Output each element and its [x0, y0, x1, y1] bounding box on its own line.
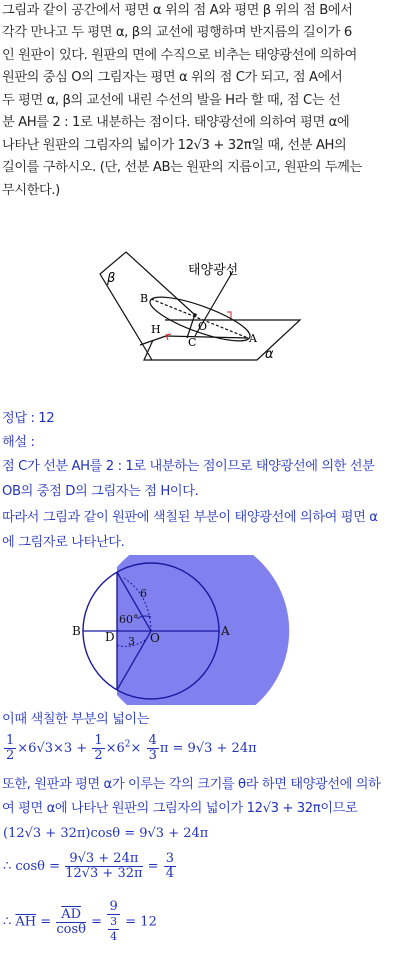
solution-line: OB의 중점 D의 그림자는 점 H이다.: [2, 484, 199, 499]
ah-value: = 12: [125, 914, 157, 930]
plane-beta: [100, 252, 195, 360]
problem-line: 길이를 구하시오. (단, 선분 AB는 원판의 지름이고, 원판의 두께는: [2, 160, 362, 175]
eq-sign: =: [91, 914, 102, 930]
area-term: ×6: [105, 741, 125, 756]
figure-disk: [0, 555, 400, 705]
area-term: ×6√3×3 +: [17, 741, 88, 756]
cos-equation: (12√3 + 32π)cosθ = 9√3 + 24π: [3, 826, 209, 841]
label-C: C: [188, 336, 197, 349]
label-H: H: [151, 323, 161, 336]
frac-num: 9√3 + 24π: [65, 852, 142, 867]
label-sunlight: 태양광선: [188, 263, 239, 278]
frac-num: 1: [94, 733, 103, 748]
area-equation: [3, 734, 257, 763]
solution-line: 이때 색칠한 부분의 넓이는: [2, 712, 150, 727]
label-beta: β: [107, 271, 116, 286]
problem-line: 원판의 중심 O의 그림자는 평면 α 위의 점 C가 되고, 점 A에서: [2, 70, 343, 85]
frac-num: 9: [107, 900, 120, 915]
area-result: π = 9√3 + 24π: [159, 741, 257, 756]
frac-den: 4: [110, 930, 118, 943]
ah-result: [3, 900, 157, 944]
label-O: O: [198, 320, 208, 333]
label-B2: B: [72, 624, 81, 638]
problem-line: 각각 만나고 두 평면 α, β의 교선에 평행하며 반지름의 길이가 6: [2, 25, 352, 40]
therefore: ∴: [3, 914, 12, 930]
label-three: 3: [128, 635, 135, 648]
segment-AH: $\overline{AH}$: [15, 914, 37, 930]
frac-den: 12√3 + 32π: [65, 866, 143, 881]
problem-line: 인 원판이 있다. 원판의 면에 수직으로 비추는 태양광선에 의하여: [2, 48, 357, 63]
frac-den: 2: [6, 748, 15, 763]
frac-num: 4: [148, 733, 157, 748]
frac-den: cosθ: [56, 921, 86, 937]
solution-line: 따라서 그림과 같이 원판에 색칠된 부분이 태양광선에 의하여 평면 α: [2, 510, 378, 525]
plane-alpha: [144, 320, 300, 360]
problem-line: 무시한다.): [2, 183, 60, 198]
frac-num: 3: [165, 851, 174, 866]
shaded-region: [117, 555, 289, 705]
solution-label: 해설 :: [2, 435, 35, 450]
eq-sign: =: [147, 859, 159, 874]
eq-sign: =: [40, 914, 52, 930]
solution-line: 점 C가 선분 AH를 2 : 1로 내분하는 점이므로 태양광선에 의한 선분: [2, 459, 375, 474]
problem-line: 그림과 같이 공간에서 평면 α 위의 점 A와 평면 β 위의 점 B에서: [2, 3, 353, 18]
solution-line: 또한, 원판과 평면 α가 이루는 각의 크기를 θ라 하면 태양광선에 의하: [2, 777, 381, 792]
label-six: 6: [140, 587, 147, 600]
cos-lhs: ∴ cosθ =: [3, 859, 61, 874]
frac-num: 1: [6, 733, 15, 748]
frac-den: 3: [148, 748, 157, 763]
label-A2: A: [221, 624, 230, 638]
label-A: A: [249, 332, 257, 345]
label-B: B: [140, 292, 149, 305]
frac-num: $\overline{AD}$: [56, 908, 86, 923]
frac-den: 2: [94, 748, 103, 763]
area-exponent: 2: [124, 739, 131, 750]
solution-line: 에 그림자로 나타난다.: [2, 535, 125, 550]
answer-label: 정답 : 12: [2, 411, 55, 426]
label-O2: O: [150, 631, 160, 645]
figure-planes: [0, 240, 400, 375]
area-term: ×: [130, 741, 142, 756]
problem-line: 분 AH를 2 : 1로 내분하는 점이다. 태양광선에 의하여 평면 α에: [2, 115, 350, 130]
solution-line: 여 평면 α에 나타난 원판의 그림자의 넓이가 12√3 + 32π이므로: [2, 801, 358, 816]
cos-result: [3, 852, 177, 881]
label-angle: 60°: [119, 613, 139, 626]
frac-den: 4: [165, 866, 174, 881]
label-alpha: α: [265, 347, 274, 362]
frac-num: 3: [110, 915, 118, 928]
label-D: D: [105, 630, 115, 644]
problem-line: 두 평면 α, β의 교선에 내린 수선의 발을 H라 할 때, 점 C는 선: [2, 93, 341, 108]
problem-line: 나타난 원판의 그림자의 넓이가 12√3 + 32π일 때, 선분 AH의: [2, 138, 347, 153]
